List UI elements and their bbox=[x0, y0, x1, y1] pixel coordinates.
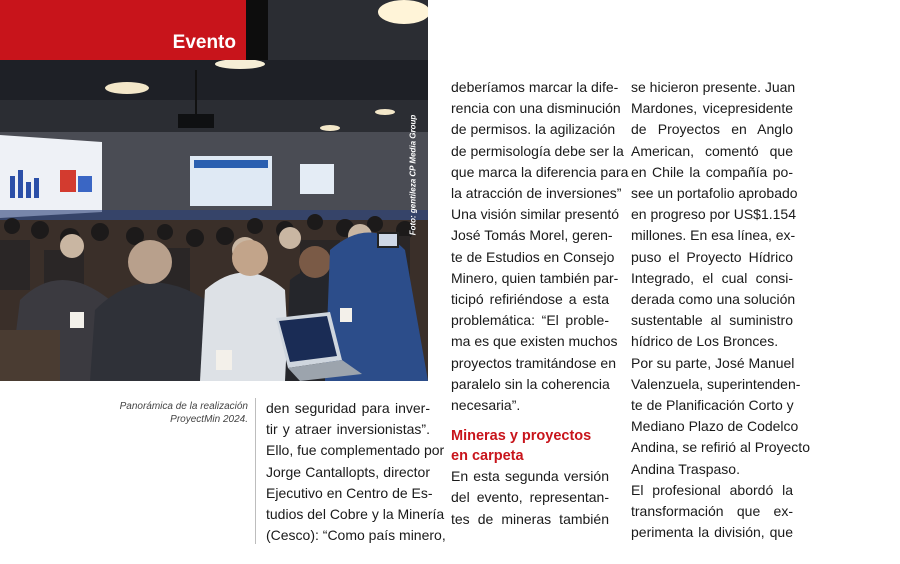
text-line: Minero, quien también par- bbox=[451, 269, 619, 286]
section-tag-label: Evento bbox=[172, 32, 236, 53]
caption-line: Panorámica de la realización bbox=[119, 401, 248, 412]
caption-line: ProyectMin 2024. bbox=[170, 414, 248, 425]
text-line: sustentable al suministro bbox=[631, 312, 793, 329]
photo-caption bbox=[78, 400, 248, 426]
text-line: rencia con una disminución bbox=[451, 100, 621, 117]
text-line: den seguridad para inver- bbox=[266, 400, 430, 416]
text-line: te de Estudios en Consejo bbox=[451, 248, 615, 265]
text-line: see un portafolio aprobado bbox=[631, 185, 798, 202]
text-line: te de Planificación Corto y bbox=[631, 397, 794, 414]
article-column-2 bbox=[451, 77, 629, 530]
text-line: deberíamos marcar la dife- bbox=[451, 79, 619, 95]
text-line: Integrado, el cual consi- bbox=[631, 269, 793, 286]
text-line: de Proyectos en Anglo bbox=[631, 121, 793, 138]
caption-divider bbox=[255, 398, 256, 544]
text-line: ma es que existen muchos bbox=[451, 333, 618, 350]
text-line: la atracción de inversiones” bbox=[451, 185, 622, 202]
text-line: de permisos. la agilización bbox=[451, 121, 616, 138]
text-line: en Chile la compañía po- bbox=[631, 163, 793, 180]
section-tag-edge bbox=[246, 0, 268, 60]
text-line: En esta segunda versión bbox=[451, 468, 609, 485]
text-line: Andina Traspaso. bbox=[631, 460, 740, 477]
text-line: ticipó refiriéndose a esta bbox=[451, 291, 609, 308]
text-line: tudios del Cobre y la Minería bbox=[266, 506, 445, 523]
text-line: problemática: “El proble- bbox=[451, 312, 609, 329]
text-line: Una visión similar presentó bbox=[451, 206, 620, 223]
text-line: millones. En esa línea, ex- bbox=[631, 227, 796, 244]
subheading-line: Mineras y proyectos bbox=[451, 428, 592, 445]
text-line: Andina, se refirió al Proyecto bbox=[631, 439, 810, 456]
text-line: perimenta la división, que bbox=[631, 524, 793, 541]
section-tag bbox=[0, 0, 246, 60]
text-line: José Tomás Morel, geren- bbox=[451, 227, 613, 244]
text-line: que marca la diferencia para bbox=[451, 163, 629, 180]
text-line: de permisología debe ser la bbox=[451, 142, 624, 159]
subheading bbox=[451, 426, 609, 466]
text-line: paralelo sin la coherencia bbox=[451, 375, 610, 392]
article-column-1 bbox=[266, 398, 446, 546]
subheading-line: en carpeta bbox=[451, 448, 524, 465]
text-line: puso el Proyecto Hídrico bbox=[631, 248, 793, 265]
text-line: Mediano Plazo de Codelco bbox=[631, 418, 799, 435]
text-line: transformación que ex- bbox=[631, 503, 793, 520]
text-line: tir y atraer inversionistas”. bbox=[266, 421, 430, 438]
text-line: Jorge Cantallopts, director bbox=[266, 463, 430, 480]
text-line: Valenzuela, superintenden- bbox=[631, 375, 801, 392]
text-line: Mardones, vicepresidente bbox=[631, 100, 793, 117]
text-line: Por su parte, José Manuel bbox=[631, 354, 795, 371]
text-line: derada como una solución bbox=[631, 291, 796, 308]
text-line: (Cesco): “Como país minero, bbox=[266, 527, 446, 544]
text-line: El profesional abordó la bbox=[631, 481, 793, 498]
text-line: American, comentó que bbox=[631, 142, 793, 159]
text-line: en progreso por US$1.154 bbox=[631, 206, 796, 223]
text-line: hídrico de Los Bronces. bbox=[631, 333, 779, 350]
text-line: Ello, fue complementado por bbox=[266, 442, 445, 459]
text-line: del evento, representan- bbox=[451, 489, 609, 506]
text-line: tes de mineras también bbox=[451, 510, 609, 527]
text-line: proyectos tramitándose en bbox=[451, 354, 616, 371]
text-line: necesaria”. bbox=[451, 397, 521, 414]
text-line: Ejecutivo en Centro de Es- bbox=[266, 484, 433, 501]
text-line: se hicieron presente. Juan bbox=[631, 79, 796, 95]
article-column-3 bbox=[631, 77, 810, 543]
photo-credit: Foto: gentileza CP Media Group bbox=[408, 114, 418, 236]
